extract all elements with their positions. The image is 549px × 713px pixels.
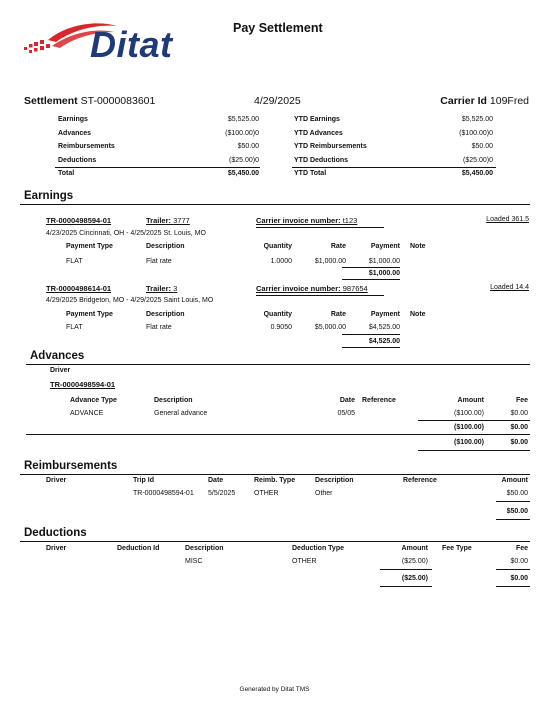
col-header-quantity: Quantity bbox=[263, 311, 292, 318]
col-header-description: Description bbox=[146, 243, 185, 250]
col-header-payment: Payment bbox=[370, 243, 400, 250]
quantity: 1.0000 bbox=[270, 258, 292, 265]
col-header-reference: Reference bbox=[403, 477, 437, 484]
total-amount: ($25.00) bbox=[401, 575, 428, 582]
description: Flat rate bbox=[146, 324, 172, 331]
amount: ($100.00) bbox=[454, 410, 484, 417]
divider bbox=[496, 586, 530, 587]
divider bbox=[26, 364, 530, 365]
col-header-date: Date bbox=[208, 477, 224, 484]
total-fee: $0.00 bbox=[510, 575, 528, 582]
company-logo bbox=[22, 20, 194, 68]
driver-label: Driver bbox=[50, 367, 71, 374]
ytd-value: ($100.00)0 bbox=[459, 129, 493, 137]
summary-value: $50.00 bbox=[237, 143, 259, 150]
divider bbox=[342, 334, 400, 335]
total-amount: ($100.00) bbox=[454, 439, 484, 446]
divider bbox=[380, 586, 432, 587]
col-header-fee-type: Fee Type bbox=[442, 545, 472, 552]
col-header-trip-id: Trip Id bbox=[133, 477, 154, 484]
col-header-description: Description bbox=[315, 477, 354, 484]
section-title-reimbursements: Reimbursements bbox=[24, 460, 118, 472]
summary-value: ($100.00)0 bbox=[225, 129, 259, 137]
advance-type: ADVANCE bbox=[70, 410, 104, 417]
col-header-quantity: Quantity bbox=[263, 243, 292, 250]
trip-number[interactable]: TR-0000498614-01 bbox=[46, 284, 112, 293]
fee: $0.00 bbox=[510, 558, 528, 565]
page-title: Pay Settlement bbox=[233, 21, 323, 35]
trip-number[interactable]: TR-0000498594-01 bbox=[46, 216, 112, 225]
divider bbox=[380, 569, 432, 570]
trip-route: 4/29/2025 Bridgeton, MO - 4/29/2025 Saint Louis, MO bbox=[46, 297, 214, 304]
carrier-id: Carrier Id 109Fred bbox=[440, 95, 529, 107]
divider bbox=[292, 167, 496, 168]
col-header-amount: Amount bbox=[501, 477, 528, 484]
col-header-reimb-type: Reimb. Type bbox=[254, 477, 296, 484]
date: 05/05 bbox=[337, 410, 355, 417]
ytd-label: YTD Deductions bbox=[294, 156, 349, 164]
trip-total: $1,000.00 bbox=[368, 270, 400, 277]
reimb-type: OTHER bbox=[254, 490, 279, 497]
date: 5/5/2025 bbox=[208, 490, 236, 497]
divider bbox=[342, 347, 400, 348]
col-header-note: Note bbox=[410, 243, 426, 250]
logo-text: Ditat bbox=[90, 24, 173, 65]
divider bbox=[55, 167, 260, 168]
divider bbox=[418, 450, 530, 451]
col-header-rate: Rate bbox=[330, 311, 346, 318]
ytd-label: YTD Total bbox=[294, 170, 327, 177]
invoice-info: Carrier invoice number: 987654 bbox=[256, 284, 368, 293]
footer-text: Generated by Ditat TMS bbox=[239, 686, 310, 693]
deduction-type: OTHER bbox=[292, 558, 317, 565]
subtotal-amount: ($100.00) bbox=[454, 424, 484, 431]
col-header-description: Description bbox=[154, 397, 193, 404]
amount: $50.00 bbox=[506, 490, 528, 497]
col-header-payment: Payment bbox=[370, 311, 400, 318]
fee: $0.00 bbox=[510, 410, 528, 417]
payment-type: FLAT bbox=[66, 324, 83, 331]
summary-value: ($25.00)0 bbox=[229, 156, 259, 164]
divider bbox=[342, 267, 400, 268]
section-title-advances: Advances bbox=[30, 350, 85, 362]
col-header-driver: Driver bbox=[46, 477, 67, 484]
col-header-reference: Reference bbox=[362, 397, 396, 404]
col-header-fee: Fee bbox=[515, 397, 528, 404]
ytd-value: $50.00 bbox=[471, 143, 493, 150]
ytd-label: YTD Reimbursements bbox=[294, 143, 367, 150]
payment: $4,525.00 bbox=[368, 324, 400, 331]
total-fee: $0.00 bbox=[510, 439, 528, 446]
summary-label: Total bbox=[58, 170, 75, 177]
divider bbox=[20, 541, 530, 542]
loaded-miles: Loaded 361.5 bbox=[486, 216, 529, 223]
col-header-payment-type: Payment Type bbox=[66, 243, 113, 250]
col-header-fee: Fee bbox=[515, 545, 528, 552]
col-header-description: Description bbox=[185, 545, 224, 552]
col-header-driver: Driver bbox=[46, 545, 67, 552]
divider bbox=[342, 279, 400, 280]
trailer-info: Trailer: 3777 bbox=[146, 216, 190, 225]
rate: $1,000.00 bbox=[314, 258, 346, 265]
payment: $1,000.00 bbox=[368, 258, 400, 265]
summary-value: $5,525.00 bbox=[227, 116, 259, 123]
divider bbox=[256, 295, 384, 296]
trip-id: TR-0000498594-01 bbox=[133, 490, 194, 497]
summary-label: Earnings bbox=[58, 116, 88, 123]
col-header-rate: Rate bbox=[330, 243, 346, 250]
total-amount: $50.00 bbox=[506, 508, 528, 515]
ytd-label: YTD Advances bbox=[294, 129, 343, 137]
divider bbox=[26, 434, 530, 435]
ytd-value: $5,450.00 bbox=[461, 170, 493, 177]
ytd-value: $5,525.00 bbox=[461, 116, 493, 123]
divider bbox=[496, 569, 530, 570]
settlement-date: 4/29/2025 bbox=[254, 95, 301, 107]
col-header-note: Note bbox=[410, 311, 426, 318]
divider bbox=[256, 227, 384, 228]
rate: $5,000.00 bbox=[314, 324, 346, 331]
settlement-id: Settlement ST-0000083601 bbox=[24, 95, 156, 107]
col-header-advance-type: Advance Type bbox=[70, 397, 117, 404]
amount: ($25.00) bbox=[401, 558, 428, 565]
col-header-date: Date bbox=[339, 397, 355, 404]
section-title-deductions: Deductions bbox=[24, 527, 87, 539]
col-header-deduction-id: Deduction Id bbox=[117, 545, 160, 552]
summary-label: Reimbursements bbox=[58, 143, 115, 150]
col-header-deduction-type: Deduction Type bbox=[292, 545, 344, 552]
ytd-label: YTD Earnings bbox=[294, 116, 340, 123]
divider bbox=[20, 474, 530, 475]
trip-route: 4/23/2025 Cincinnati, OH - 4/25/2025 St. Louis, MO bbox=[46, 230, 206, 237]
ytd-value: ($25.00)0 bbox=[463, 156, 493, 164]
subtotal-fee: $0.00 bbox=[510, 424, 528, 431]
trip-number[interactable]: TR-0000498594-01 bbox=[50, 380, 116, 389]
col-header-amount: Amount bbox=[457, 397, 484, 404]
col-header-payment-type: Payment Type bbox=[66, 311, 113, 318]
loaded-miles: Loaded 14.4 bbox=[490, 284, 529, 291]
summary-label: Deductions bbox=[58, 156, 97, 164]
section-title-earnings: Earnings bbox=[24, 190, 74, 202]
divider bbox=[496, 501, 530, 502]
summary-label: Advances bbox=[58, 129, 92, 137]
description: General advance bbox=[154, 410, 208, 417]
description: Other bbox=[315, 490, 333, 497]
trip-total: $4,525.00 bbox=[368, 338, 400, 345]
description: MISC bbox=[185, 558, 203, 565]
payment-type: FLAT bbox=[66, 258, 83, 265]
divider bbox=[20, 204, 530, 205]
description: Flat rate bbox=[146, 258, 172, 265]
trailer-info: Trailer: 3 bbox=[146, 284, 178, 293]
divider bbox=[496, 519, 530, 520]
col-header-amount: Amount bbox=[401, 545, 428, 552]
invoice-info: Carrier invoice number: t123 bbox=[256, 216, 358, 225]
summary-value: $5,450.00 bbox=[227, 170, 259, 177]
divider bbox=[418, 420, 530, 421]
col-header-description: Description bbox=[146, 311, 185, 318]
quantity: 0.9050 bbox=[270, 324, 292, 331]
